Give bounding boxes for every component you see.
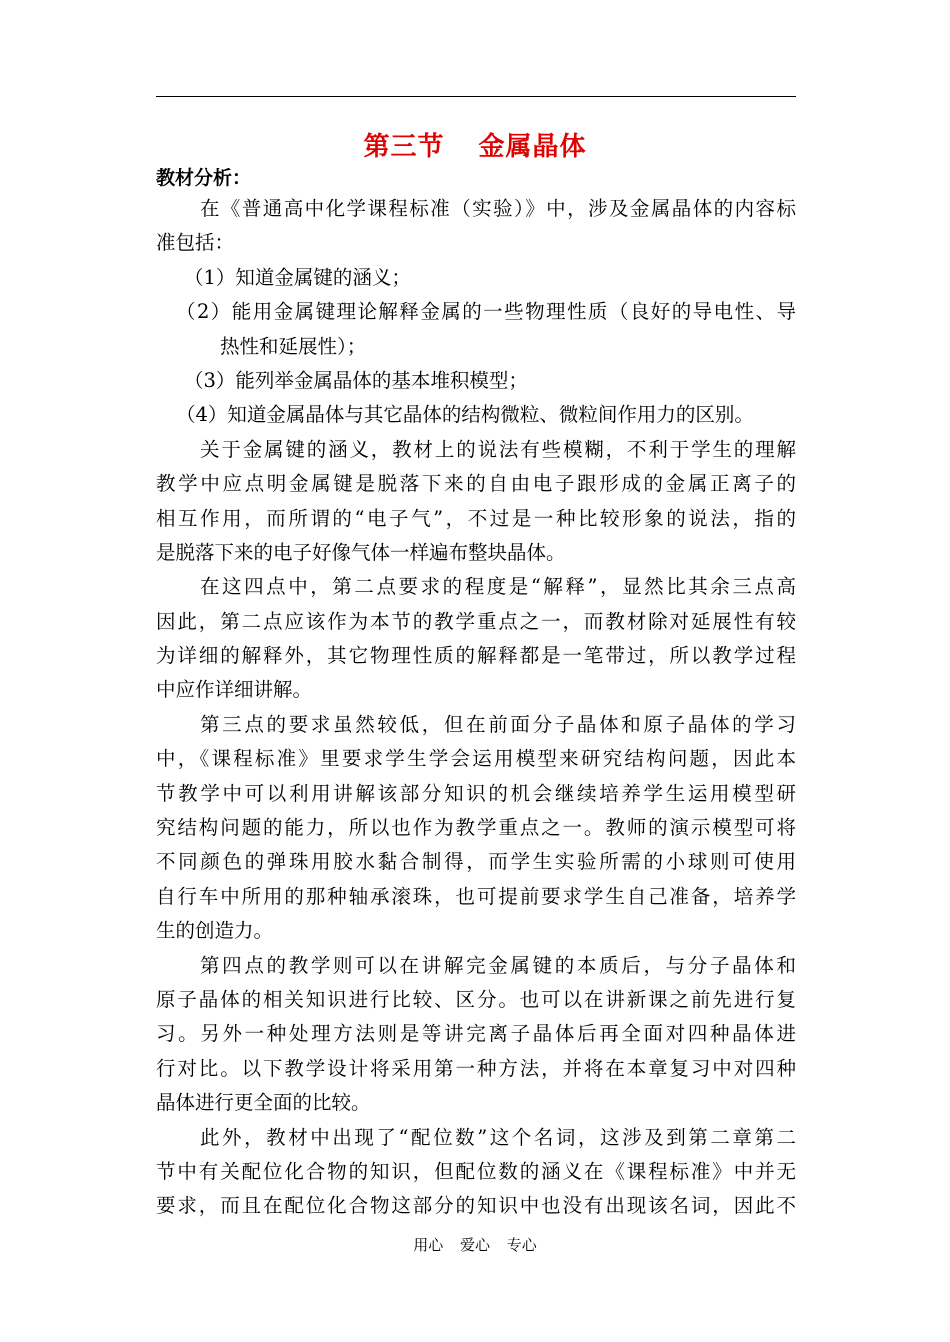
paragraph-line: 自行车中所用的那种轴承滚珠，也可提前要求学生自己准备，培养学 <box>156 884 796 908</box>
analysis-heading: 教材分析： <box>156 167 252 189</box>
section-topic: 金属晶体 <box>478 132 587 162</box>
paragraph-line: 在这四点中，第二点要求的程度是“解释”，显然比其余三点高 <box>200 575 796 599</box>
paragraph-line: 关于金属键的涵义，教材上的说法有些模糊，不利于学生的理解 <box>200 437 796 461</box>
intro-line: 在《普通高中化学课程标准（实验）》中，涉及金属晶体的内容标 <box>200 197 796 220</box>
paragraph-line: 是脱落下来的电子好像气体一样遍布整块晶体。 <box>156 540 566 564</box>
section-title <box>0 126 950 163</box>
list-item-2-cont: 热性和延展性）； <box>220 334 367 358</box>
paragraph-line: 行对比。以下教学设计将采用第一种方法，并将在本章复习中对四种 <box>156 1056 796 1080</box>
paragraph-line: 中应作详细讲解。 <box>156 678 313 702</box>
paragraph-line: 原子晶体的相关知识进行比较、区分。也可以在讲新课之前先进行复 <box>156 987 796 1011</box>
list-item-2: （2）能用金属键理论解释金属的一些物理性质（良好的导电性、导 <box>176 300 796 324</box>
page-footer <box>0 1234 950 1255</box>
footer-word: 用心 <box>413 1236 444 1254</box>
list-item-1: （1）知道金属键的涵义； <box>184 265 411 289</box>
paragraph-line: 要求，而且在配位化合物这部分的知识中也没有出现该名词，因此不 <box>156 1194 796 1218</box>
header-rule <box>156 96 796 97</box>
list-item-4: （4）知道金属晶体与其它晶体的结构微粒、微粒间作用力的区别。 <box>176 403 754 427</box>
paragraph-line: 中，《课程标准》里要求学生学会运用模型来研究结构问题，因此本 <box>156 747 796 771</box>
paragraph-line: 为详细的解释外，其它物理性质的解释都是一笔带过，所以教学过程 <box>156 644 796 668</box>
paragraph-line: 此外，教材中出现了“配位数”这个名词，这涉及到第二章第二 <box>200 1125 796 1149</box>
paragraph-line: 教学中应点明金属键是脱落下来的自由电子跟形成的金属正离子的 <box>156 472 796 496</box>
document-body <box>156 192 796 1224</box>
paragraph-line: 第三点的要求虽然较低，但在前面分子晶体和原子晶体的学习 <box>200 712 796 736</box>
paragraph-line: 相互作用，而所谓的“电子气”，不过是一种比较形象的说法，指的 <box>156 506 796 530</box>
list-item-3: （3）能列举金属晶体的基本堆积模型； <box>184 368 528 392</box>
section-number: 第三节 <box>363 132 445 162</box>
paragraph-line: 不同颜色的弹珠用胶水黏合制得，而学生实验所需的小球则可使用 <box>156 850 796 874</box>
paragraph-line: 因此，第二点应该作为本节的教学重点之一，而教材除对延展性有较 <box>156 609 796 633</box>
paragraph-line: 晶体进行更全面的比较。 <box>156 1091 371 1115</box>
paragraph-line: 第四点的教学则可以在讲解完金属键的本质后，与分子晶体和 <box>200 953 796 977</box>
paragraph-line: 究结构问题的能力，所以也作为教学重点之一。教师的演示模型可将 <box>156 816 796 840</box>
paragraph-line: 习。另外一种处理方法则是等讲完离子晶体后再全面对四种晶体进 <box>156 1022 796 1046</box>
paragraph-line: 生的创造力。 <box>156 919 274 943</box>
paragraph-line: 节教学中可以利用讲解该部分知识的机会继续培养学生运用模型研 <box>156 781 796 805</box>
paragraph-line: 节中有关配位化合物的知识，但配位数的涵义在《课程标准》中并无 <box>156 1159 796 1183</box>
footer-word: 爱心 <box>459 1236 490 1254</box>
intro-line: 准包括： <box>156 231 235 255</box>
footer-word: 专心 <box>506 1236 537 1254</box>
